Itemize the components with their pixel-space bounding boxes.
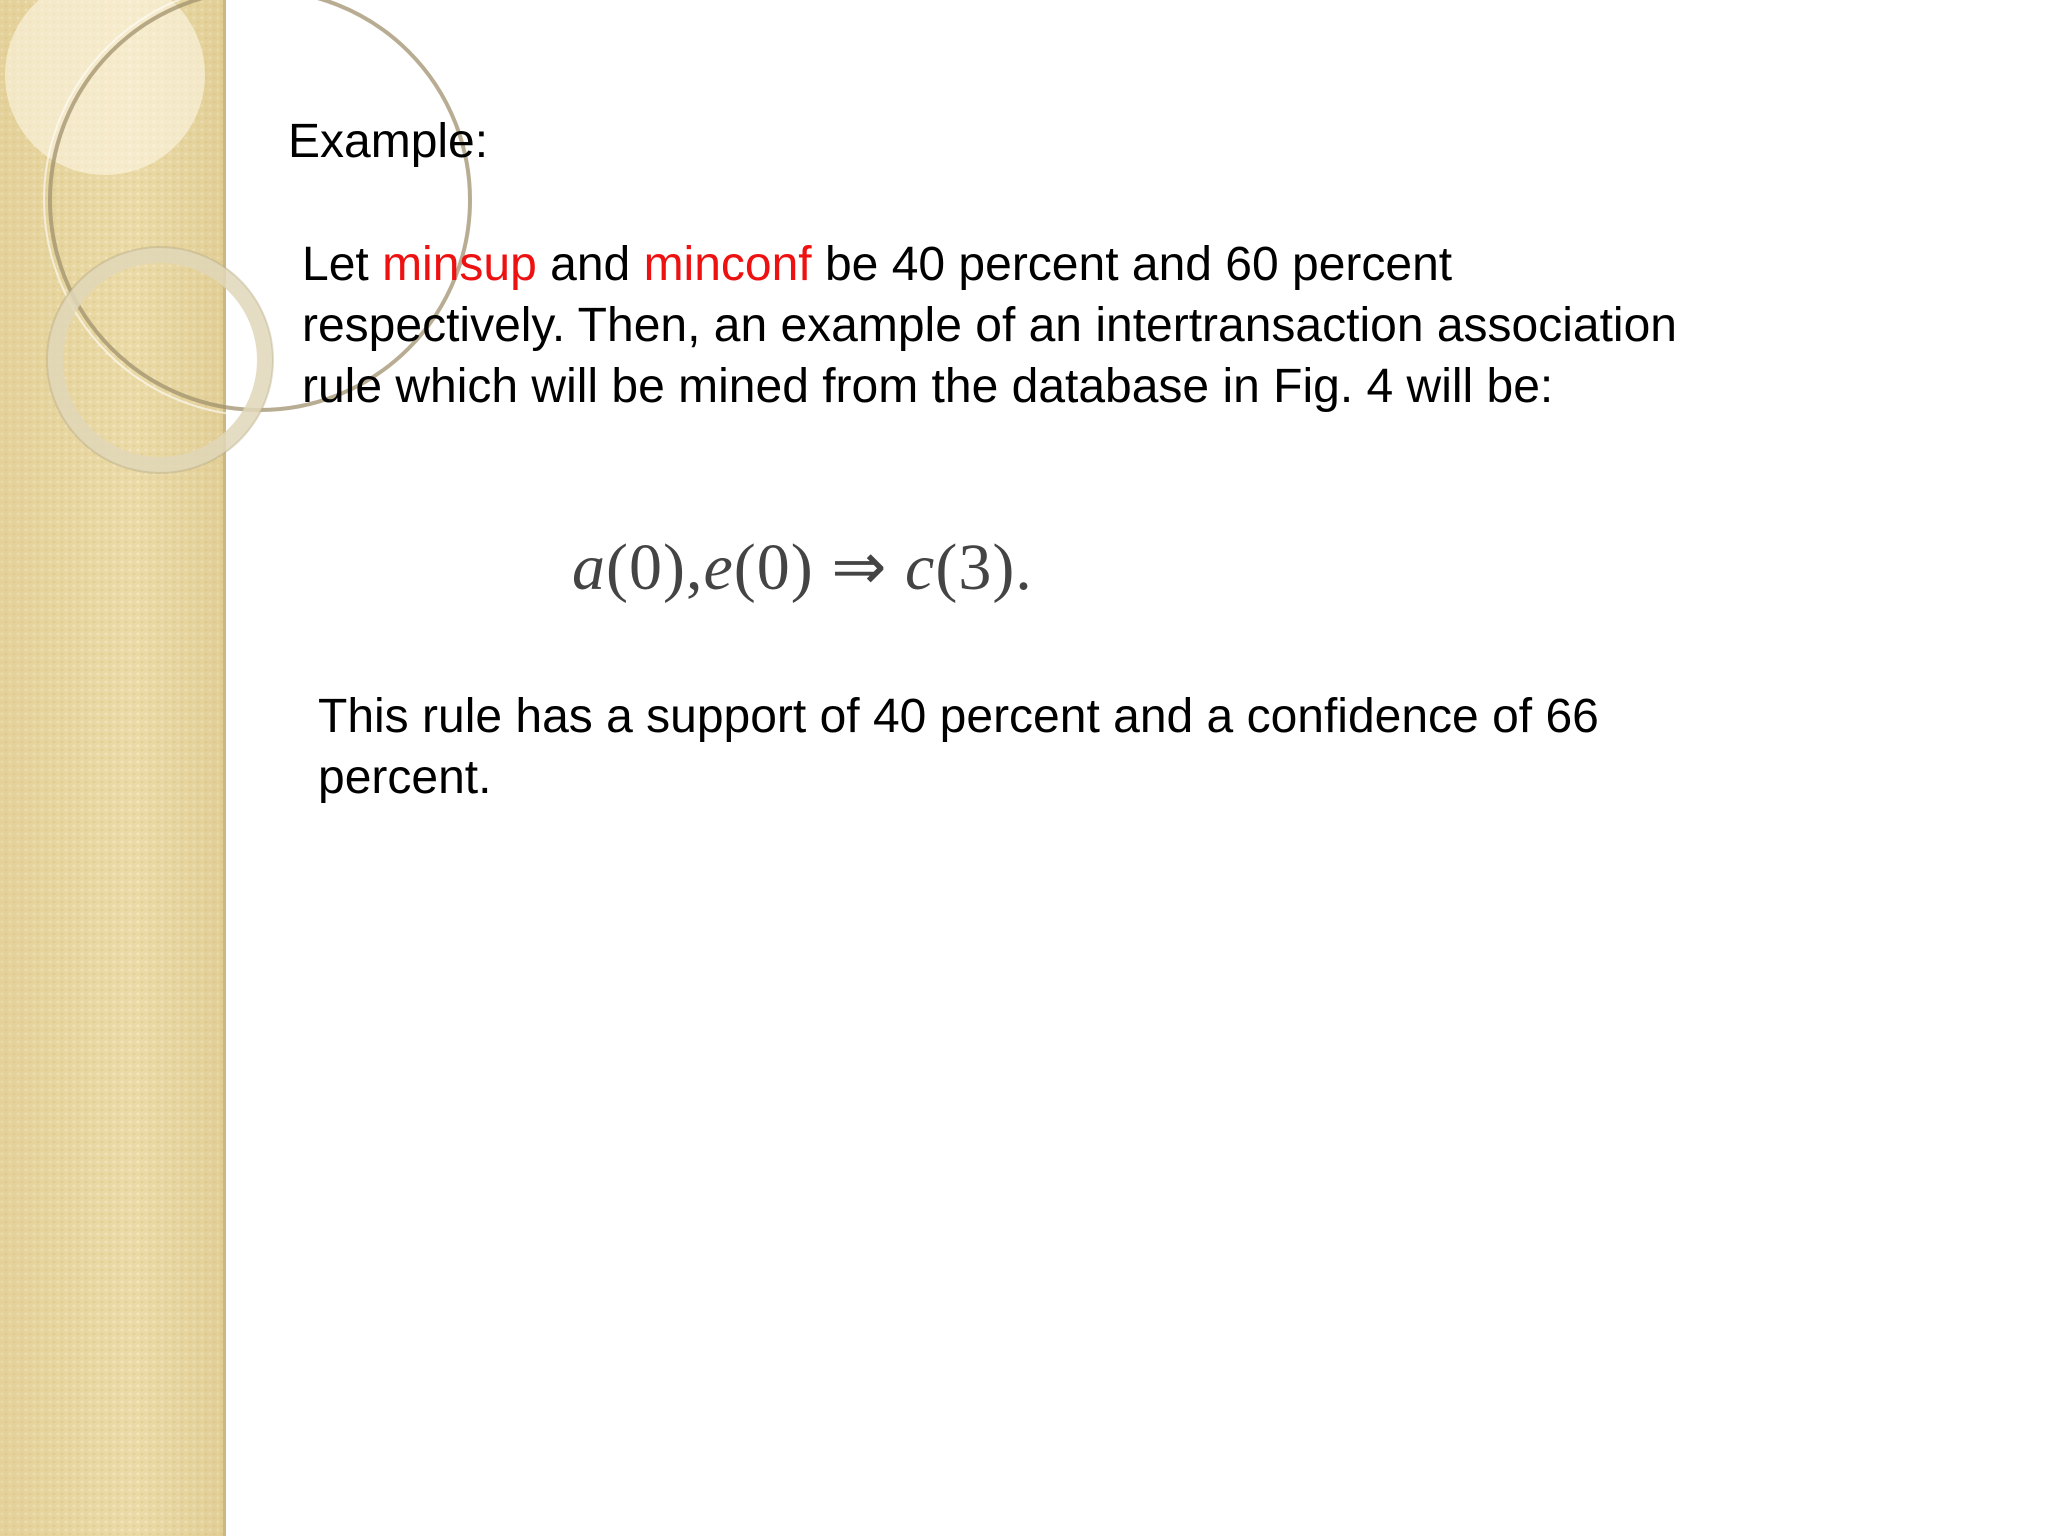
formula-item-a-arg: (0), (606, 531, 704, 604)
formula-item-e: e (703, 531, 734, 604)
implies-arrow-icon: ⇒ (831, 531, 888, 604)
intro-text-2: and (536, 238, 644, 291)
slide-heading: Example: (288, 115, 489, 168)
intro-paragraph (302, 234, 1682, 417)
association-rule-formula (572, 528, 1033, 608)
formula-item-c-arg: (3). (935, 531, 1033, 604)
intro-text-1: Let (302, 238, 383, 291)
formula-item-a: a (572, 531, 606, 604)
formula-item-c: c (905, 531, 936, 604)
conclusion-paragraph: This rule has a support of 40 percent and a confidence of 66 percent. (318, 690, 1599, 804)
intro-text-3: be 40 percent and 60 percent respectively. Then, an example of an intertransaction association rule which will be mined from the database in Fig. 4 will be: (302, 238, 1677, 413)
term-minconf: minconf (643, 238, 812, 291)
formula-item-e-arg: (0) (733, 531, 814, 604)
term-minsup: minsup (382, 238, 537, 291)
